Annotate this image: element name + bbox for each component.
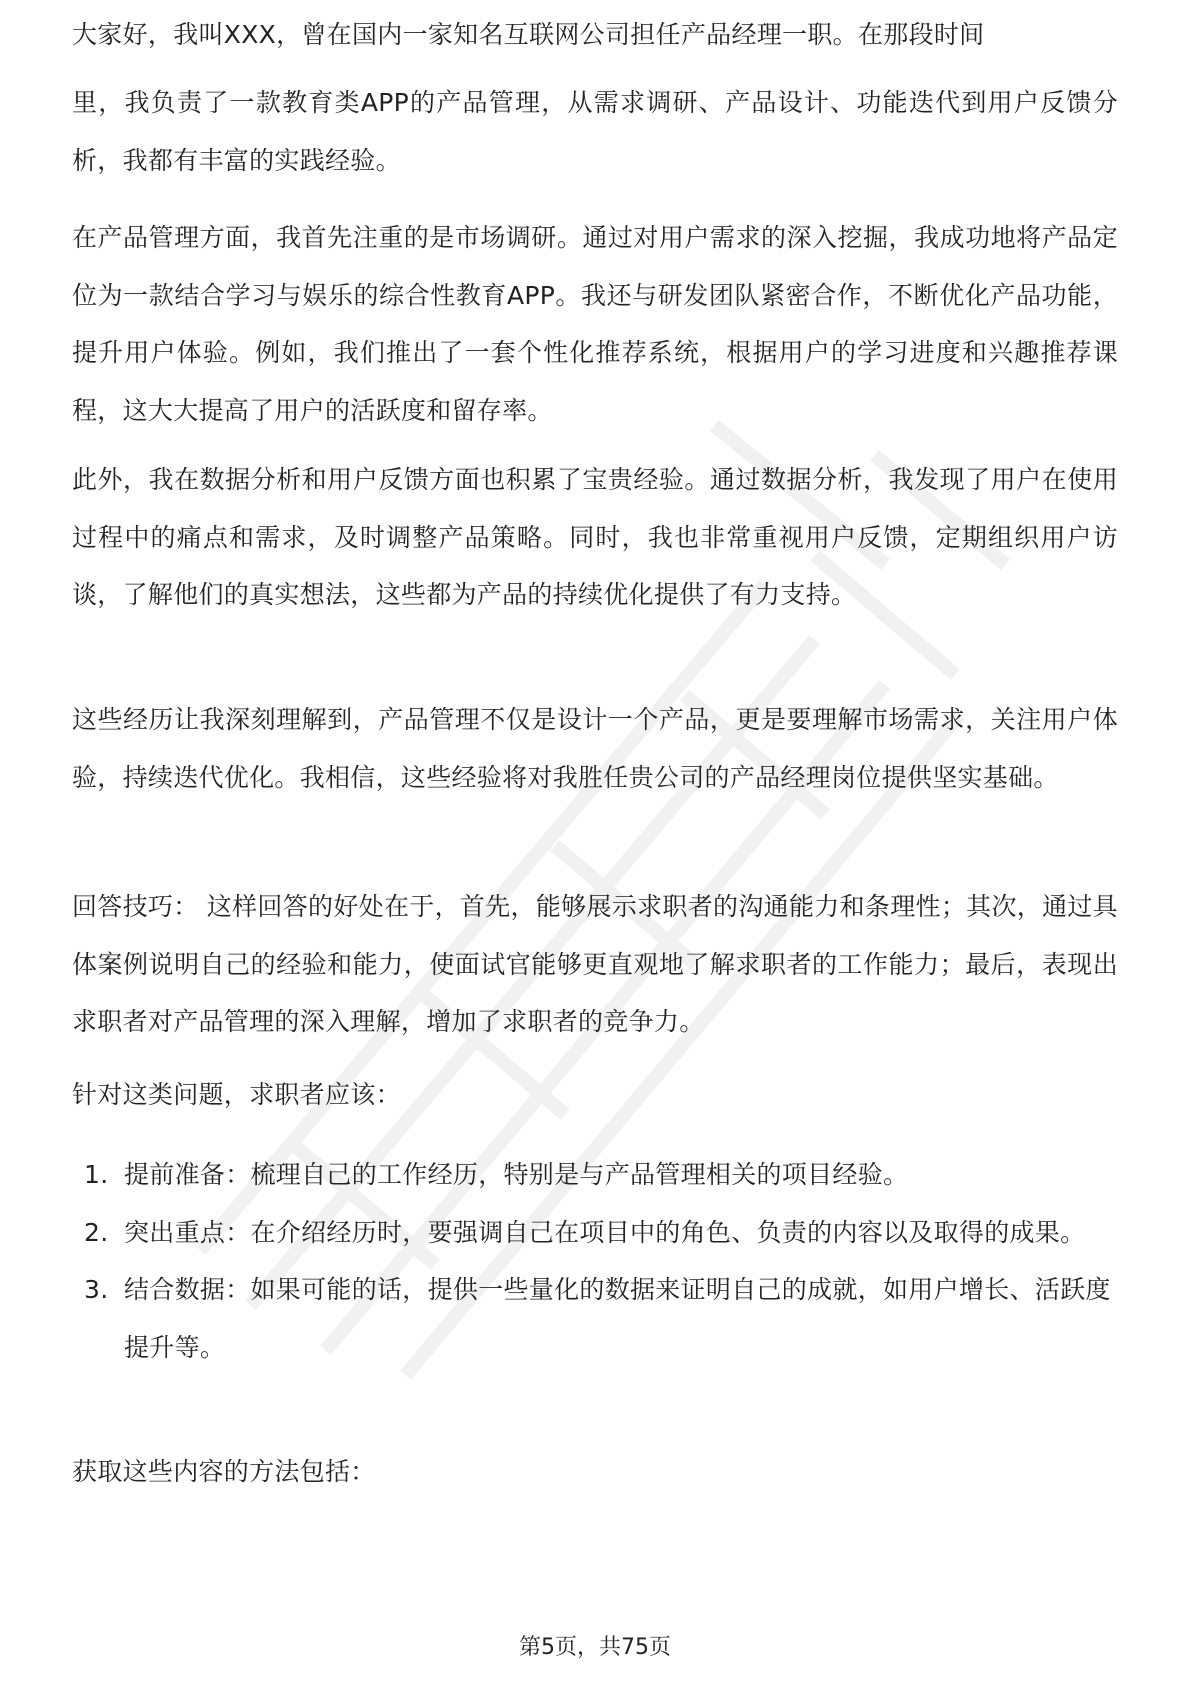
list-item [72,1204,1118,1262]
cut-off-text-line [72,22,1118,60]
paragraph-summary: 这些经历让我深刻理解到，产品管理不仅是设计一个产品，更是要理解市场需求，关注用户体验，持续迭代优化。我相信，这些经验将对我胜任贵公司的产品经理岗位提供坚实基础。 [72,705,1118,792]
paragraph-experience-intro: 里，我负责了一款教育类APP的产品管理，从需求调研、产品设计、功能迭代到用户反馈分析，我都有丰富的实践经验。 [72,88,1118,175]
list-item-number: 2. [84,1217,109,1247]
paragraph-list-intro: 针对这类问题，求职者应该： [72,1080,401,1109]
paragraph-product-management: 在产品管理方面，我首先注重的是市场调研。通过对用户需求的深入挖掘，我成功地将产品定位为一款结合学习与娱乐的综合性教育APP。我还与研发团队紧密合作，不断优化产品功能，提升用户体验。例如，我们推出了一套个性化推荐系统，根据用户的学习进度和兴趣推荐课程，这大大提高了用户的活跃度和留存率。 [72,223,1118,425]
paragraph-closing: 获取这些内容的方法包括： [72,1457,376,1486]
cut-off-text: 大家好，我叫XXX，曾在国内一家知名互联网公司担任产品经理一职。在那段时间 [72,22,985,49]
list-item-number: 1. [84,1160,109,1189]
document-page [72,0,1118,1684]
list-item-text: 突出重点：在介绍经历时，要强调自己在项目中的角色、负责的内容以及取得的成果。 [124,1217,1086,1247]
paragraph-data-analysis: 此外，我在数据分析和用户反馈方面也积累了宝贵经验。通过数据分析，我发现了用户在使用过程中的痛点和需求，及时调整产品策略。同时，我也非常重视用户反馈，定期组织用户访谈，了解他们的真实想法，这些都为产品的持续优化提供了有力支持。 [72,465,1118,609]
list-item [72,1261,1118,1376]
list-item-number: 3. [84,1275,109,1304]
list-item [72,1146,1118,1204]
paragraph-answer-tips: 回答技巧： 这样回答的好处在于，首先，能够展示求职者的沟通能力和条理性；其次，通过具体案例说明自己的经验和能力，使面试官能够更直观地了解求职者的工作能力；最后，表现出求职者对产品管理的深入理解，增加了求职者的竞争力。 [72,892,1118,1036]
list-item-text: 结合数据：如果可能的话，提供一些量化的数据来证明自己的成就，如用户增长、活跃度提升等。 [124,1275,1111,1362]
advice-list [72,1146,1118,1376]
list-item-text: 提前准备：梳理自己的工作经历，特别是与产品管理相关的项目经验。 [124,1160,909,1189]
page-number-footer: 第5页，共75页 [519,1635,671,1660]
